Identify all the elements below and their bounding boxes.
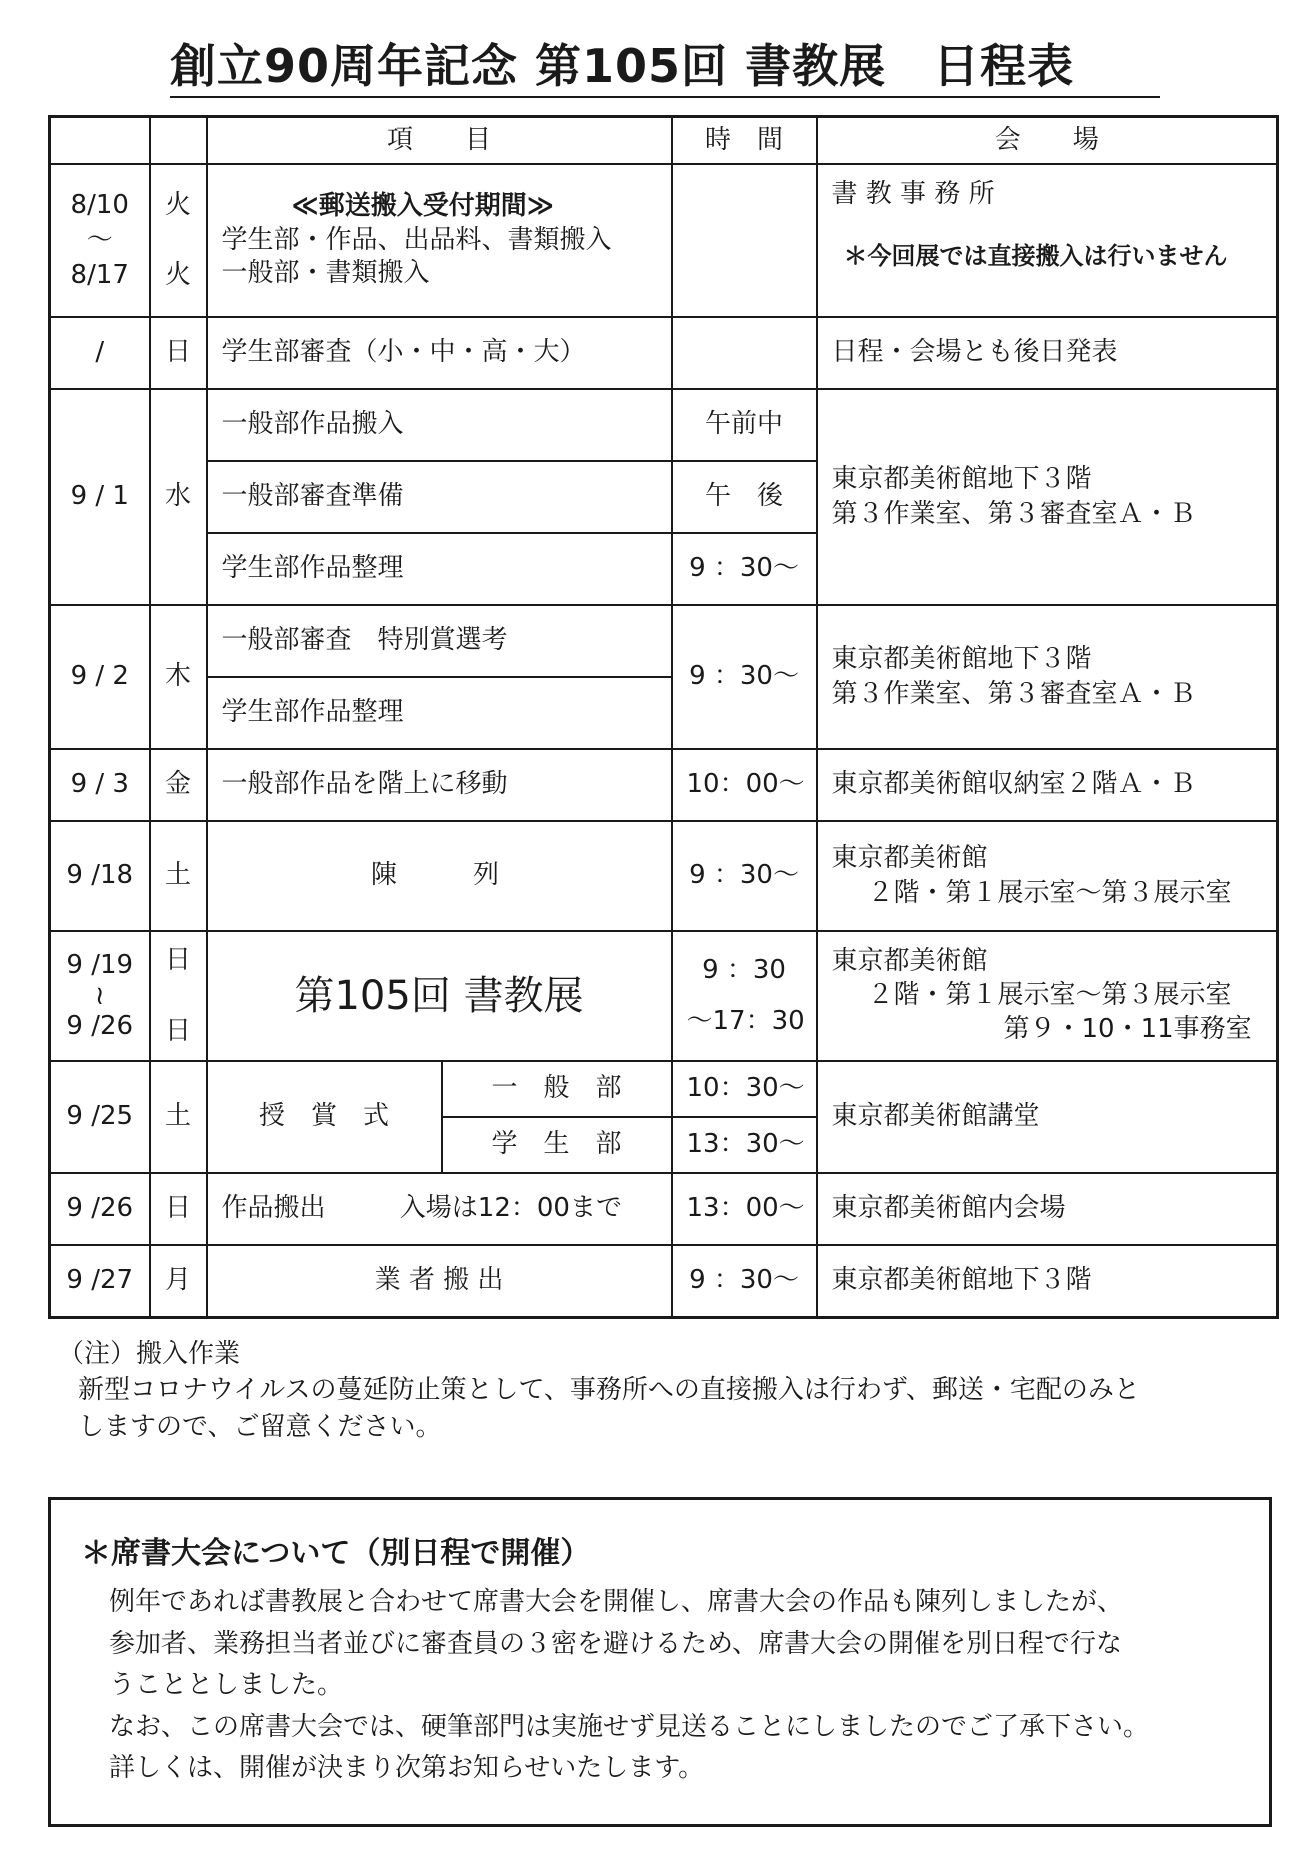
header-dow <box>150 117 207 165</box>
time-cell: 午 後 <box>672 461 817 533</box>
venue-cell <box>817 605 1278 749</box>
dow-end: 火 <box>164 259 191 290</box>
date-cell: 9 /27 <box>50 1245 150 1317</box>
date-cell <box>50 164 150 317</box>
item-cell: 一般部作品搬入 <box>207 389 672 461</box>
dow-start: 日 <box>164 944 191 975</box>
table-row <box>50 1061 1278 1117</box>
time-cell: 9 ：30〜 <box>672 605 817 749</box>
dow-cell: 土 <box>150 821 207 931</box>
notice-line: 詳しくは、開催が決まり次第お知らせいたします。 <box>109 1753 705 1784</box>
title-underline <box>170 96 1160 98</box>
time-cell: 9 ：30〜 <box>672 533 817 605</box>
header-date <box>50 117 150 165</box>
seki-sho-notice-box <box>48 1497 1272 1827</box>
table-row <box>50 749 1278 821</box>
date-end: 9 /26 <box>66 1011 134 1041</box>
dow-cell <box>150 931 207 1061</box>
table-row <box>50 1173 1278 1245</box>
note-line: 新型コロナウイルスの蔓延防止策として、事務所への直接搬入は行わず、郵送・宅配のみと <box>78 1375 1140 1406</box>
date-cell: 9 / 3 <box>50 749 150 821</box>
time-cell: 13：00〜 <box>672 1173 817 1245</box>
venue-line: 第３作業室、第３審査室Ａ・Ｂ <box>831 679 1196 709</box>
table-row <box>50 605 1278 677</box>
date-end: 8/17 <box>70 260 129 291</box>
dow-start: 火 <box>164 190 191 221</box>
date-cell: 9 /25 <box>50 1061 150 1173</box>
table-row <box>50 317 1278 389</box>
notice-line: 参加者、業務担当者並びに審査員の３密を避けるため、席書大会の開催を別日程で行な <box>109 1628 1122 1659</box>
venue-line: 書 教 事 務 所 <box>831 179 995 209</box>
date-start: 8/10 <box>70 189 129 220</box>
date-tilde: 〜 <box>86 224 113 255</box>
schedule-table <box>48 115 1279 1319</box>
dow-cell: 水 <box>150 389 207 605</box>
time-cell <box>672 164 817 317</box>
notice-body <box>109 1582 1259 1790</box>
venue-line: 東京都美術館地下３階 <box>831 463 1092 494</box>
item-cell <box>207 164 672 317</box>
date-tilde: ≀ <box>94 981 105 1011</box>
header-item: 項 目 <box>207 117 672 165</box>
table-row <box>50 931 1278 1061</box>
sub-item-cell: 一 般 部 <box>442 1061 672 1117</box>
document-title: 創立90周年記念 第105回 書教展 日程表 <box>170 39 1075 93</box>
time-start: 9 ：30 <box>702 954 786 985</box>
date-cell <box>50 931 150 1061</box>
venue-cell <box>817 164 1278 317</box>
venue-line: ２階・第１展示室〜第３展示室 <box>867 878 1232 908</box>
venue-cell: 東京都美術館収納室２階Ａ・Ｂ <box>817 749 1278 821</box>
table-row <box>50 821 1278 931</box>
venue-line: 東京都美術館 <box>831 946 988 977</box>
time-cell: 10：00〜 <box>672 749 817 821</box>
date-cell: 9 /18 <box>50 821 150 931</box>
venue-cell <box>817 931 1278 1061</box>
time-cell: 9 ：30〜 <box>672 1245 817 1317</box>
item-cell: 一般部作品を階上に移動 <box>207 749 672 821</box>
item-cell: 学生部審査（小・中・高・大） <box>207 317 672 389</box>
dow-cell: 土 <box>150 1061 207 1173</box>
dow-cell: 木 <box>150 605 207 749</box>
exhibition-name: 第105回 書教展 <box>207 931 672 1061</box>
date-cell: 9 / 2 <box>50 605 150 749</box>
date-cell: / <box>50 317 150 389</box>
dow-cell: 日 <box>150 1173 207 1245</box>
item-cell: 学生部作品整理 <box>207 533 672 605</box>
venue-cell <box>817 389 1278 605</box>
table-row <box>50 1245 1278 1317</box>
item-text: 作品搬出 <box>221 1193 326 1224</box>
header-time: 時 間 <box>672 117 817 165</box>
item-cell: 一般部審査準備 <box>207 461 672 533</box>
dow-cell: 金 <box>150 749 207 821</box>
notice-line: うこととしました。 <box>109 1670 344 1701</box>
header-venue: 会 場 <box>817 117 1278 165</box>
item-line: 学生部・作品、出品料、書類搬入 <box>221 224 612 255</box>
venue-note: ＊今回展では直接搬入は行いません <box>843 242 1228 271</box>
venue-cell: 東京都美術館講堂 <box>817 1061 1278 1173</box>
venue-cell: 東京都美術館内会場 <box>817 1173 1278 1245</box>
table-header-row <box>50 117 1278 165</box>
sub-item-cell: 学 生 部 <box>442 1117 672 1173</box>
venue-cell: 日程・会場とも後日発表 <box>817 317 1278 389</box>
notice-line: 例年であれば書教展と合わせて席書大会を開催し、席書大会の作品も陳列しましたが、 <box>109 1587 1124 1617</box>
item-cell: 一般部審査 特別賞選考 <box>207 605 672 677</box>
note-line: しますので、ご留意ください。 <box>78 1411 442 1442</box>
venue-line: 東京都美術館 <box>831 842 988 873</box>
dow-cell <box>150 164 207 317</box>
time-cell: 午前中 <box>672 389 817 461</box>
notice-line: なお、この席書大会では、硬筆部門は実施せず見送ることにしましたのでご了承下さい。 <box>109 1711 1150 1742</box>
notice-title: ＊席書大会について（別日程で開催） <box>81 1536 591 1571</box>
time-cell: 13：30〜 <box>672 1117 817 1173</box>
time-cell <box>672 931 817 1061</box>
item-cell: 業 者 搬 出 <box>207 1245 672 1317</box>
item-note: 入場は12：00まで <box>399 1193 622 1224</box>
time-cell: 9 ：30〜 <box>672 821 817 931</box>
time-cell <box>672 317 817 389</box>
venue-cell <box>817 821 1278 931</box>
table-row <box>50 389 1278 461</box>
time-end: 〜17：30 <box>686 1006 805 1036</box>
venue-line: 東京都美術館地下３階 <box>831 643 1092 674</box>
note-heading: （注）搬入作業 <box>58 1339 241 1369</box>
note-section <box>58 1336 1278 1445</box>
item-title: ≪郵送搬入受付期間≫ <box>291 190 554 221</box>
venue-line: 第９・10・11事務室 <box>1003 1013 1252 1044</box>
date-cell: 9 /26 <box>50 1173 150 1245</box>
venue-line: 第３作業室、第３審査室Ａ・Ｂ <box>831 499 1196 529</box>
item-cell: 学生部作品整理 <box>207 677 672 749</box>
venue-cell: 東京都美術館地下３階 <box>817 1245 1278 1317</box>
time-cell: 10：30〜 <box>672 1061 817 1117</box>
venue-line: ２階・第１展示室〜第３展示室 <box>867 980 1232 1011</box>
item-cell: 授 賞 式 <box>207 1061 442 1173</box>
dow-cell: 日 <box>150 317 207 389</box>
date-start: 9 /19 <box>66 949 134 980</box>
item-line: 一般部・書類搬入 <box>221 258 430 289</box>
table-row <box>50 164 1278 317</box>
item-cell <box>207 1173 672 1245</box>
dow-cell: 月 <box>150 1245 207 1317</box>
date-cell: 9 / 1 <box>50 389 150 605</box>
item-cell: 陳 列 <box>207 821 672 931</box>
dow-end: 日 <box>164 1016 191 1046</box>
